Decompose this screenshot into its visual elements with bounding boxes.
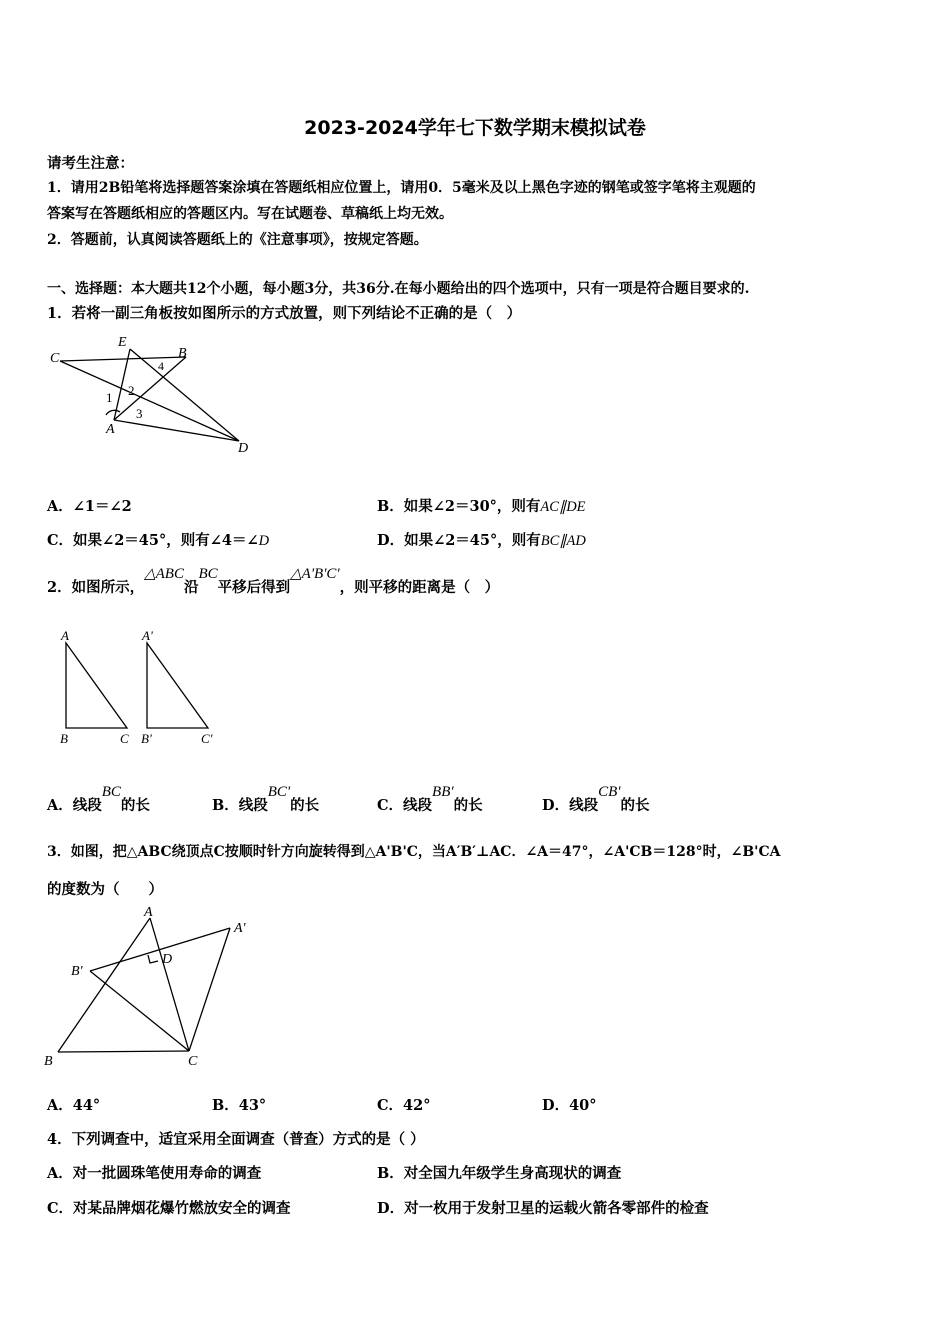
q1-figure	[44, 332, 264, 457]
q3-option-b: B．43°	[212, 1097, 267, 1114]
q3-option-a: A．44°	[47, 1097, 101, 1114]
q1-stem: 1．若将一副三角板按如图所示的方式放置，则下列结论不正确的是（ ）	[47, 305, 522, 322]
q1-label-e: E	[118, 335, 127, 350]
q2-label-c-prime: C'	[201, 731, 213, 746]
q1-option-c: C．如果∠2＝45°，则有∠4＝∠D	[47, 532, 270, 549]
q4-option-b: B．对全国九年级学生身高现状的调查	[377, 1165, 622, 1182]
q2-option-a: A．线段BC的长	[47, 784, 150, 814]
q2-figure	[55, 626, 230, 748]
q1-angle-3: 3	[136, 406, 143, 421]
q1-angle-4: 4	[158, 359, 164, 373]
q2-label-c: C	[120, 731, 129, 746]
q1-label-d: D	[238, 441, 249, 456]
q2-label-a: A	[61, 628, 69, 643]
q2-option-d: D．线段CB'的长	[542, 784, 650, 814]
q3-label-a-prime: A'	[234, 921, 246, 936]
notice-line-3: 2．答题前，认真阅读答题纸上的《注意事项》，按规定答题。	[47, 232, 428, 248]
q3-label-b: B	[44, 1054, 53, 1069]
q4-option-c: C．对某品牌烟花爆竹燃放安全的调查	[47, 1200, 291, 1217]
q2-stem: 2．如图所示，△ABC沿BC平移后得到△A'B'C'，则平移的距离是（ ）	[47, 566, 500, 596]
notice-line-1: 1．请用2B铅笔将选择题答案涂填在答题纸相应位置上，请用0．5毫米及以上黑色字迹的钢笔或签字笔将主观题的	[47, 180, 756, 196]
q3-option-c: C．42°	[377, 1097, 431, 1114]
q1-angle-2: 2	[128, 383, 135, 398]
notice-line-2: 答案写在答题纸相应的答题区内。写在试题卷、草稿纸上均无效。	[47, 206, 453, 222]
q3-label-b-prime: B'	[71, 964, 83, 979]
q1-label-c: C	[50, 351, 60, 366]
q4-option-a: A．对一批圆珠笔使用寿命的调查	[47, 1165, 262, 1182]
q3-stem-line-1: 3．如图，把△ABC绕顶点C按顺时针方向旋转得到△A'B'C，当A′B′⊥AC．∠A＝47°，∠A'CB＝128°时，∠B'CA	[47, 844, 781, 860]
q4-stem: 4．下列调查中，适宜采用全面调查（普查）方式的是（ ）	[47, 1131, 425, 1148]
q3-label-d: D	[162, 952, 173, 967]
q2-option-c: C．线段BB'的长	[377, 784, 483, 814]
q1-label-b: B	[178, 346, 187, 361]
page-title: 2023-2024学年七下数学期末模拟试卷	[304, 117, 646, 139]
section-heading: 一、选择题：本大题共12个小题，每小题3分，共36分.在每小题给出的四个选项中，只有一项是符合题目要求的.	[47, 281, 750, 297]
q3-label-c: C	[188, 1054, 198, 1069]
q1-option-d: D．如果∠2＝45°，则有BC∥AD	[377, 532, 586, 549]
q3-option-d: D．40°	[542, 1097, 597, 1114]
q2-label-b-prime: B'	[141, 731, 152, 746]
q3-stem-line-2: 的度数为（ ）	[47, 881, 163, 898]
q3-figure	[40, 902, 265, 1072]
q1-option-b: B．如果∠2＝30°，则有AC∥DE	[377, 498, 586, 515]
q1-angle-1: 1	[106, 390, 113, 405]
q2-label-b: B	[60, 731, 68, 746]
q4-option-d: D．对一枚用于发射卫星的运载火箭各零部件的检查	[377, 1200, 709, 1217]
notice-heading: 请考生注意：	[47, 155, 134, 172]
q3-label-a: A	[144, 905, 153, 920]
q1-label-a: A	[106, 422, 115, 437]
q2-option-b: B．线段BC'的长	[212, 784, 320, 814]
q2-label-a-prime: A'	[142, 628, 153, 643]
q1-option-a: A．∠1＝∠2	[47, 498, 132, 515]
